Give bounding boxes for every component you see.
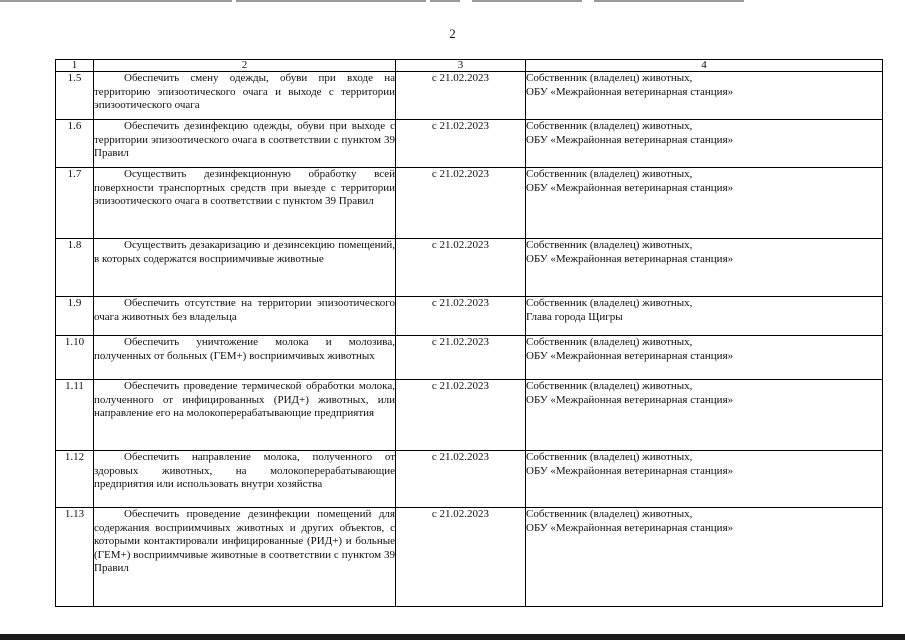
row-number: 1.11 — [56, 380, 94, 451]
measure-text: Обеспечить уничтожение молока и молозива, полученных от больных (ГЕМ+) восприимчивых животных — [94, 336, 396, 380]
responsible-cell: Собственник (владелец) животных, ОБУ «Межрайонная ветеринарная станция» — [526, 239, 883, 297]
term-cell: с 21.02.2023 — [396, 336, 526, 380]
table-row — [56, 168, 883, 239]
row-number: 1.6 — [56, 120, 94, 168]
scan-edge-bottom — [0, 634, 905, 640]
column-header: 2 — [94, 60, 396, 72]
row-number: 1.8 — [56, 239, 94, 297]
measures-table — [55, 59, 883, 607]
row-number: 1.12 — [56, 451, 94, 508]
responsible-cell: Собственник (владелец) животных, ОБУ «Межрайонная ветеринарная станция» — [526, 451, 883, 508]
term-cell: с 21.02.2023 — [396, 297, 526, 336]
measure-text: Обеспечить проведение дезинфекции помещений для содержания восприимчивых животных и других объектов, с которыми контактировали инфицированные (РИД+) и больные (ГЕМ+) восприимчивые животные в соответствии с пунктом 39 Правил — [94, 508, 396, 607]
column-header: 3 — [396, 60, 526, 72]
responsible-cell: Собственник (владелец) животных, ОБУ «Межрайонная ветеринарная станция» — [526, 120, 883, 168]
row-number: 1.10 — [56, 336, 94, 380]
row-number: 1.9 — [56, 297, 94, 336]
table-row — [56, 297, 883, 336]
row-number: 1.13 — [56, 508, 94, 607]
responsible-cell: Собственник (владелец) животных, ОБУ «Межрайонная ветеринарная станция» — [526, 336, 883, 380]
term-cell: с 21.02.2023 — [396, 120, 526, 168]
header-row — [56, 60, 883, 72]
page-number: 2 — [449, 26, 456, 41]
table-row — [56, 239, 883, 297]
table-row — [56, 451, 883, 508]
measure-text: Обеспечить отсутствие на территории эпизоотического очага животных без владельца — [94, 297, 396, 336]
table-row — [56, 120, 883, 168]
measure-text: Обеспечить направление молока, полученного от здоровых животных, на молокоперерабатывающие предприятия или использовать внутри хозяйства — [94, 451, 396, 508]
responsible-cell: Собственник (владелец) животных, ОБУ «Межрайонная ветеринарная станция» — [526, 168, 883, 239]
column-header: 4 — [526, 60, 883, 72]
term-cell: с 21.02.2023 — [396, 451, 526, 508]
measure-text: Обеспечить дезинфекцию одежды, обуви при выходе с территории эпизоотического очага в соответствии с пунктом 39 Правил — [94, 120, 396, 168]
measure-text: Обеспечить смену одежды, обуви при входе на территорию эпизоотического очага и выходе с территории эпизоотического очага — [94, 72, 396, 120]
table-row — [56, 508, 883, 607]
term-cell: с 21.02.2023 — [396, 168, 526, 239]
table-row — [56, 72, 883, 120]
term-cell: с 21.02.2023 — [396, 380, 526, 451]
responsible-cell: Собственник (владелец) животных, ОБУ «Межрайонная ветеринарная станция» — [526, 72, 883, 120]
row-number: 1.5 — [56, 72, 94, 120]
responsible-cell: Собственник (владелец) животных, ОБУ «Межрайонная ветеринарная станция» — [526, 380, 883, 451]
measure-text: Осуществить дезинфекционную обработку всей поверхности транспортных средств при выезде с территории эпизоотического очага в соответствии с пунктом 39 Правил — [94, 168, 396, 239]
responsible-cell: Собственник (владелец) животных, Глава города Щигры — [526, 297, 883, 336]
scan-edge-top — [0, 0, 905, 3]
term-cell: с 21.02.2023 — [396, 239, 526, 297]
term-cell: с 21.02.2023 — [396, 508, 526, 607]
table-row — [56, 380, 883, 451]
table-row — [56, 336, 883, 380]
responsible-cell: Собственник (владелец) животных, ОБУ «Межрайонная ветеринарная станция» — [526, 508, 883, 607]
term-cell: с 21.02.2023 — [396, 72, 526, 120]
row-number: 1.7 — [56, 168, 94, 239]
measure-text: Осуществить дезакаризацию и дезинсекцию помещений, в которых содержатся восприимчивые животные — [94, 239, 396, 297]
column-header: 1 — [56, 60, 94, 72]
measure-text: Обеспечить проведение термической обработки молока, полученного от инфицированных (РИД+) животных, или направление его на молокоперерабатывающие предприятия — [94, 380, 396, 451]
